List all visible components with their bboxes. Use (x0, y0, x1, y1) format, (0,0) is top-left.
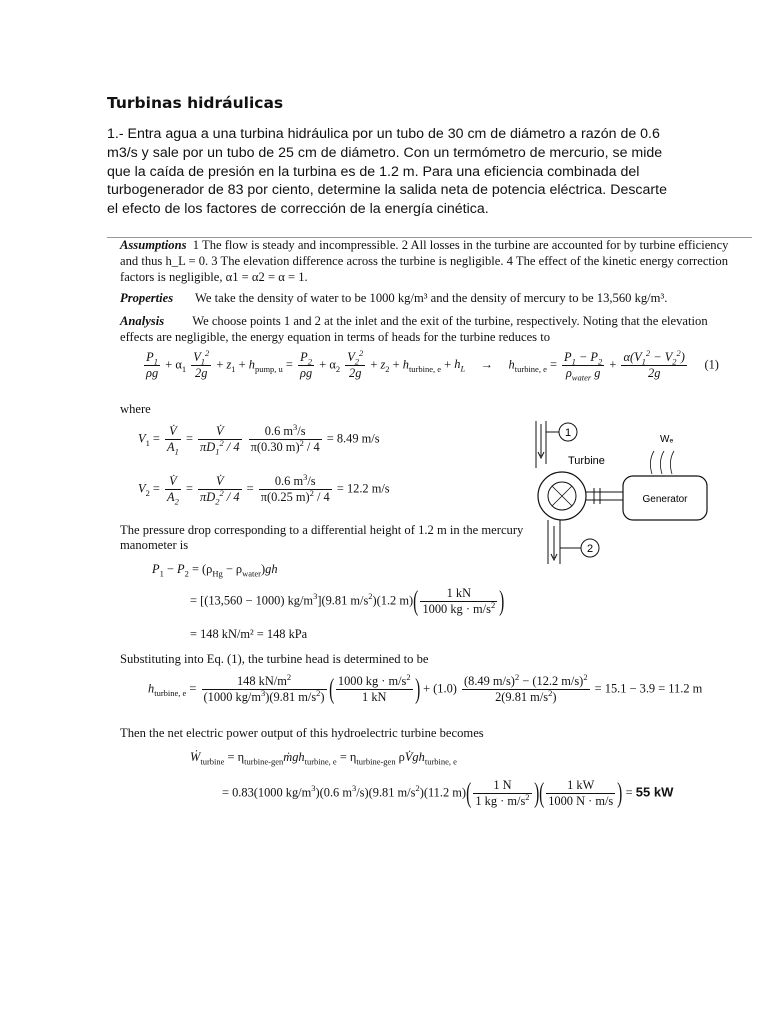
analysis-line-1: Analysis We choose points 1 and 2 at the inlet and the exit of the turbine, respectively. Noting that the elevation (120, 314, 708, 328)
head-result: = 15.1 − 3.9 = 11.2 m (594, 681, 703, 696)
power-text: Then the net electric power output of this hydroelectric turbine becomes (120, 726, 484, 740)
v1-result: = 8.49 m/s (326, 431, 380, 446)
pressure-text-1: The pressure drop corresponding to a differential height of 1.2 m in the mercury (120, 523, 524, 537)
page-title: Turbinas hidráulicas (107, 94, 284, 112)
pressure-equation-2: = [(13,560 − 1000) $kg/m^3](9.81$ $m/s^2)(1.2$ m)( $\frac{1 kN}{1000 kg \cdot m/s^2}$ ) (190, 585, 505, 617)
pressure-equation-1: $P_1 - P_2 = (\rho_{Hg} - \rho_{water})gh$ (152, 562, 278, 579)
assumptions-line-1: Assumptions 1 The flow is steady and incompressible. 2 All losses in the turbine are accounted for by turbine efficiency (120, 238, 729, 252)
substituting-text: Substituting into Eq. (1), the turbine head is determined to be (120, 652, 429, 666)
point2-label: 2 (586, 543, 594, 555)
equation-number: (1) (704, 357, 719, 372)
v1-equation: $V_1$ = $\frac{V̇}{A_1}$ = $\frac{V̇}{\pi D_1^2 / 4}$ $\frac{0.6 m^3/s}{\pi(0.30 m)^2 / 4}$ = 8.49 m/s (138, 421, 380, 457)
v2-equation: $V_2$ = $\frac{V̇}{A_2}$ = $\frac{V̇}{\pi D_2^2 / 4}$ = $\frac{0.6 m^3/s}{\pi(0.25 m)^2 / 4}$ = 12.2 m/s (138, 471, 390, 507)
assumptions-line-2: and thus h_L = 0. 3 The elevation difference across the turbine is negligible. 4 The effect of the kinetic energy correction (120, 254, 729, 268)
power-equation-1: Ẇ$_{turbine}$ = $\eta_{turbine-gen}ṁgh_{turbine, e} = \eta_{turbine-gen}$ $\rho V̇gh_{turbine, e}$ (190, 750, 457, 767)
pressure-result: = 148 kN/m² = 148 kPa (190, 627, 308, 641)
power-equation-2: = 0.83(1000 $kg/m^3)(0.6$ $m^3/s)(9.81$ $m/s^2)(11.2$ m)( $\frac{1 N}{1 kg \cdot m/s^2}$ )( $\frac{1 kW}{1000 N \cdot m/s}$ ) = 55 kW (222, 777, 674, 809)
turbine-diagram (520, 416, 720, 571)
point1-label: 1 (564, 427, 572, 439)
power-result: 55 kW (635, 784, 674, 800)
energy-equation: $\frac{P_1}{\rho g}$ + $\alpha_1$ $\frac{V_1^2}{2g}$ + $z_1 + h_{pump, u}$ = $\frac{P_2}{\rho g}$ + $\alpha_2$ $\frac{V_2^2}{2g}$ + $z_2 + h_{turbine, e} + h_L$ → $h_{turbine, e}$ = $\frac{P_1 - P_2}{\rho_{water} g}$ + $\frac{\alpha(V_1^2 - V_2^2)}{2g}$ (1) (146, 347, 719, 383)
properties-line: Properties We take the density of water to be 1000 kg/m³ and the density of mercury to be 13,560 kg/m³. (120, 291, 668, 305)
v2-result: = 12.2 m/s (336, 481, 390, 496)
problem-statement: 1.- Entra agua a una turbina hidráulica por un tubo de 30 cm de diámetro a razón de 0.6 m3/s y sale por un tubo de 25 cm de diámetro. Con un termómetro de mercurio, se mide que la caída de presión en la turbina es de 1.2 m. Para una eficiencia combinada del turbogenerador de 83 por ciento, determine la salida neta de potencia eléctrica. Descarte el efecto de los factores de corrección de la energía cinética. (107, 126, 667, 218)
generator-label: Generator (642, 494, 688, 505)
pressure-text-2: manometer is (120, 538, 189, 552)
we-label: Wₑ (660, 434, 674, 445)
where-label: where (120, 402, 151, 416)
power-output-lines (650, 451, 674, 474)
assumptions-line-3: factors is negligible, α1 = α2 = α = 1. (120, 270, 308, 284)
head-equation: $h_{turbine, e}$ = $\frac{148 kN/m^2}{(1000 kg/m^3)(9.81 m/s^2)}$ ( $\frac{1000 kg \cdot m/s^2}{1 kN}$ ) + (1.0) $\frac{(8.49 m/s)^2 - (12.2 m/s)^2}{2(9.81 m/s^2)}$ = 15.1 − 3.9 = 11.2 m (148, 671, 703, 705)
turbine-label: Turbine (568, 455, 605, 467)
analysis-line-2: effects are negligible, the energy equation in terms of heads for the turbine reduces to (120, 330, 551, 344)
